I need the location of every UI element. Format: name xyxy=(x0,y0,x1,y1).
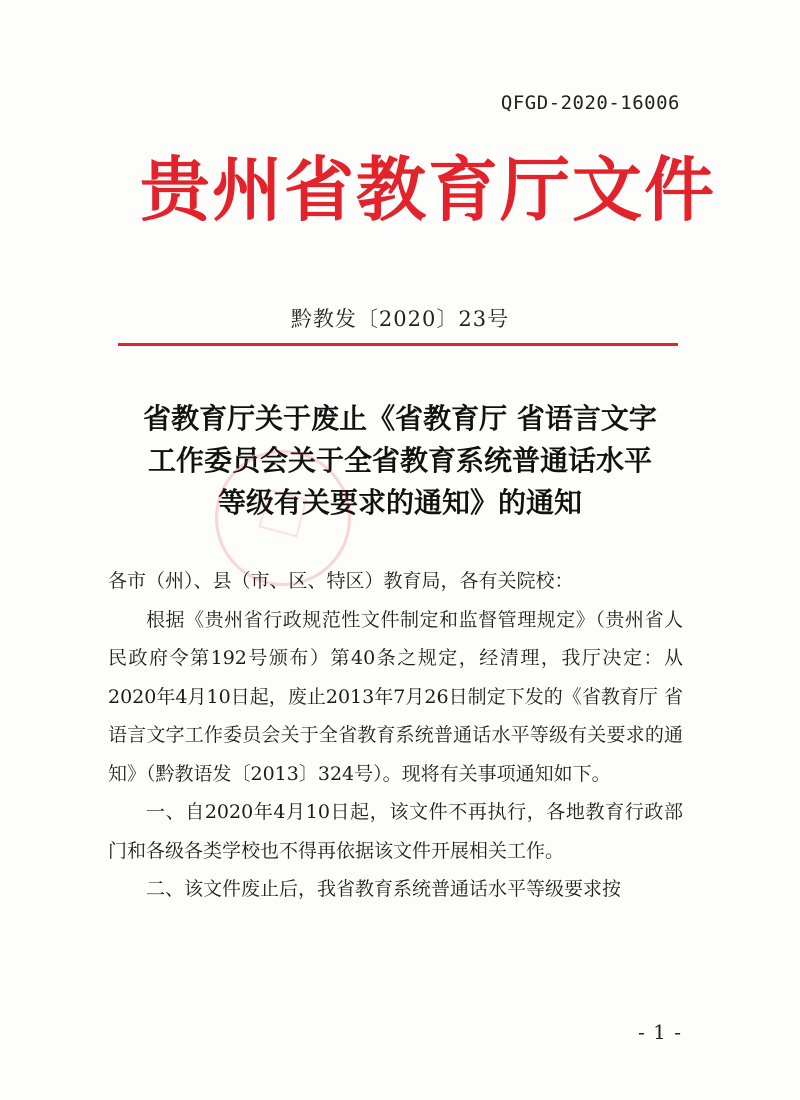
agency-header: 贵州省教育厅文件 xyxy=(140,148,716,231)
title-line: 工作委员会关于全省教育系统普通话水平 xyxy=(147,444,652,477)
document-body xyxy=(108,562,683,909)
document-title xyxy=(100,398,700,524)
title-line: 省教育厅关于废止《省教育厅 省语言文字 xyxy=(143,402,657,435)
page-number: - 1 - xyxy=(638,1020,682,1044)
body-paragraph: 根据《贵州省行政规范性文件制定和监督管理规定》（贵州省人民政府令第192号颁布）第40条之规定，经清理，我厅决定：从2020年4月10日起，废止2013年7月26日制定下发的《省教育厅 省语言文字工作委员会关于全省教育系统普通话水平等级有关要求的通知》（黔教语发〔2013〕324号）。现将有关事项通知如下。 xyxy=(108,608,683,785)
body-paragraph: 一、自2020年4月10日起，该文件不再执行，各地教育行政部门和各级各类学校也不得再依据该文件开展相关工作。 xyxy=(108,801,683,862)
title-line: 等级有关要求的通知》的通知 xyxy=(217,486,582,519)
salutation: 各市（州）、县（市、区、特区）教育局，各有关院校： xyxy=(108,570,574,592)
document-code: QFGD-2020-16006 xyxy=(500,92,680,114)
body-paragraph: 二、该文件废止后，我省教育系统普通话水平等级要求按 xyxy=(146,878,622,900)
document-number: 黔教发〔2020〕23号 xyxy=(290,307,510,331)
red-divider-line xyxy=(118,343,678,346)
